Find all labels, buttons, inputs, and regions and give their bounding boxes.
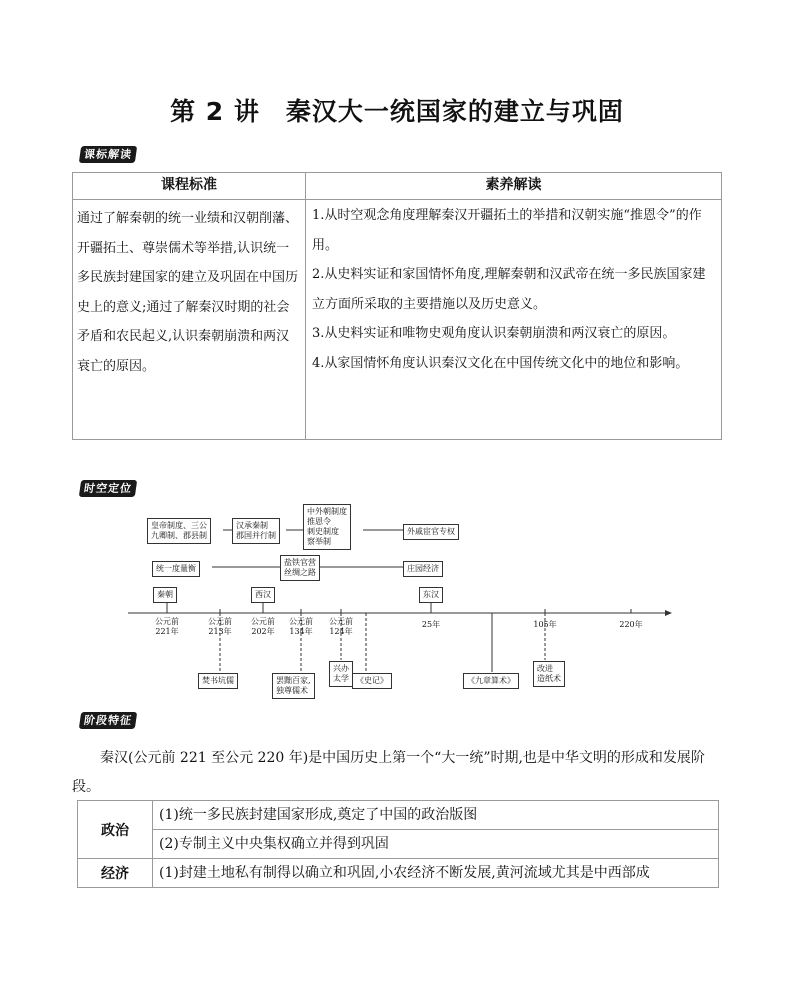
feature-label-politics: 政治	[78, 801, 153, 859]
timeline-diagram	[120, 500, 680, 700]
axis-label: 公元前 134年	[289, 617, 313, 636]
box-confucian: 罢黜百家, 独尊儒术	[272, 673, 315, 699]
dynasty-qin: 秦朝	[153, 587, 177, 603]
axis-label: 220年	[619, 620, 643, 629]
header-literacy: 素养解读	[306, 173, 722, 200]
literacy-item: 4.从家国情怀角度认识秦汉文化在中国传统文化中的地位和影响。	[312, 355, 689, 371]
standard-text: 通过了解秦朝的统一业绩和汉朝削藩、开疆拓土、尊崇儒术等举措,认识统一多民族封建国家的建立及巩固在中国历史上的意义;通过了解秦汉时期的社会矛盾和农民起义,认识秦朝崩溃和两汉衰亡的原因。	[73, 200, 306, 440]
box-nine-chapters: 《九章算术》	[463, 673, 519, 689]
header-standard: 课程标准	[73, 173, 306, 200]
features-table	[77, 800, 719, 888]
box-han-inherit: 汉承秦制 郡国并行制	[232, 518, 280, 544]
box-paper: 改进 造纸术	[533, 661, 565, 687]
feature-label-economy: 经济	[78, 859, 153, 888]
axis-label: 25年	[421, 620, 441, 629]
box-unify-measures: 统一度量衡	[152, 561, 200, 577]
badge-timeline: 时空定位	[79, 480, 137, 497]
axis-label: 公元前 213年	[208, 617, 232, 636]
box-manor: 庄园经济	[403, 561, 443, 577]
feature-item: (1)统一多民族封建国家形成,奠定了中国的政治版图	[153, 801, 719, 830]
box-eastern-han: 外戚宦官专权	[403, 524, 459, 540]
axis-label: 公元前 221年	[155, 617, 179, 636]
feature-item: (2)专制主义中央集权确立并得到巩固	[153, 830, 719, 859]
literacy-item: 1.从时空观念角度理解秦汉开疆拓土的举措和汉朝实施“推恩令”的作用。	[312, 208, 702, 253]
axis-label: 公元前 124年	[329, 617, 353, 636]
literacy-list	[306, 200, 722, 440]
badge-features: 阶段特征	[79, 712, 137, 729]
page-title: 第 2 讲 秦汉大一统国家的建立与巩固	[170, 97, 624, 126]
box-taixue: 兴办 太学	[329, 661, 353, 687]
literacy-item: 2.从史料实证和家国情怀角度,理解秦朝和汉武帝在统一多民族国家建立方面所采取的主要措施以及历史意义。	[312, 267, 706, 312]
intro-paragraph: 秦汉(公元前 221 至公元 220 年)是中国历史上第一个“大一统”时期,也是中华文明的形成和发展阶段。	[72, 750, 705, 795]
box-qin-system: 皇帝制度、三公 九卿制、郡县制	[147, 518, 211, 544]
standards-table	[72, 172, 722, 440]
axis-label: 公元前 202年	[251, 617, 275, 636]
literacy-item: 3.从史料实证和唯物史观角度认识秦朝崩溃和两汉衰亡的原因。	[312, 326, 676, 341]
feature-item: (1)封建土地私有制得以确立和巩固,小农经济不断发展,黄河流域尤其是中西部成	[153, 859, 719, 888]
box-burn-books: 焚书坑儒	[198, 673, 238, 689]
box-salt-iron: 盐铁官营 丝绸之路	[280, 555, 320, 581]
badge-curriculum: 课标解读	[79, 146, 137, 163]
axis-label: 105年	[533, 620, 557, 629]
box-shiji: 《史记》	[352, 673, 392, 689]
box-han-wudi: 中外朝制度 推恩令 刺史制度 察举制	[303, 504, 351, 550]
dynasty-western-han: 西汉	[251, 587, 275, 603]
dynasty-eastern-han: 东汉	[419, 587, 443, 603]
